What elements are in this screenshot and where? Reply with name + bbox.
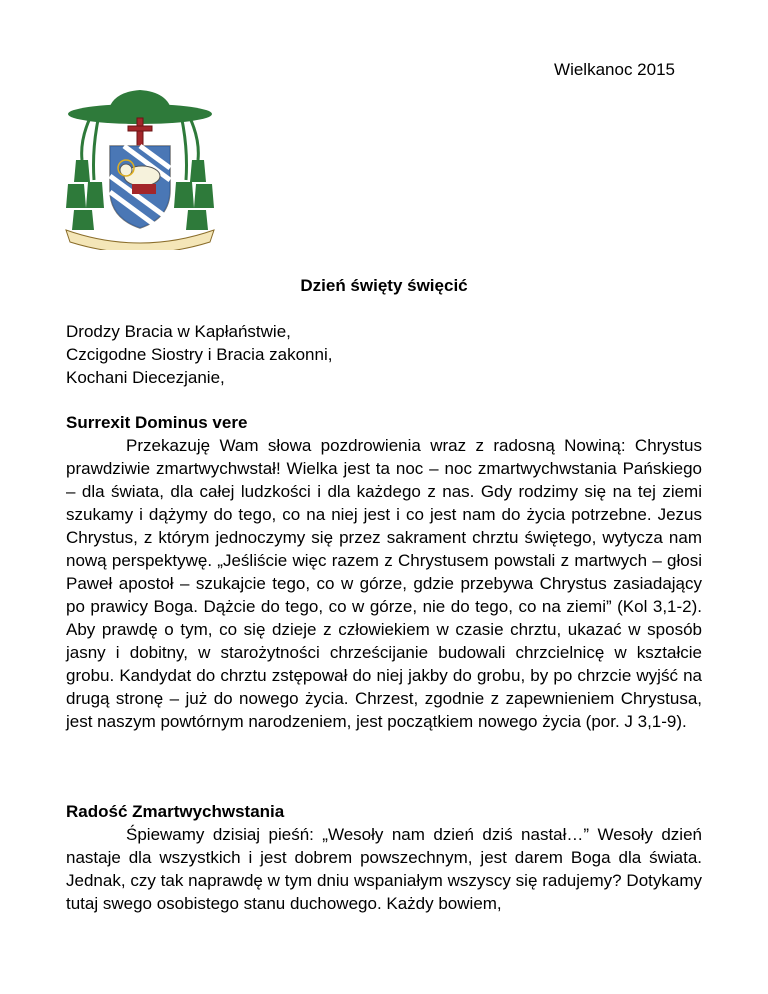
bishop-coat-of-arms <box>60 80 220 250</box>
section-heading: Surrexit Dominus vere <box>66 413 248 432</box>
section-heading: Radość Zmartwychwstania <box>66 802 285 821</box>
section-surrexit <box>66 411 702 733</box>
salutation-line: Kochani Diecezjanie, <box>66 368 225 387</box>
section-radosc <box>66 800 702 915</box>
salutation-line: Drodzy Bracia w Kapłaństwie, <box>66 322 291 341</box>
letter-date: Wielkanoc 2015 <box>554 60 675 79</box>
letter-title: Dzień święty święcić <box>300 276 468 295</box>
section-body: Śpiewamy dzisiaj pieśń: „Wesoły nam dzień dziś nastał…” Wesoły dzień nastaje dla wszystkich i jest dobrem powszechnym, jest darem Boga dla świata. Jednak, czy tak naprawdę w tym dniu wspaniałym wszyscy się radujemy? Dotykamy tutaj swego osobistego stanu duchowego. Każdy bowiem, <box>66 825 702 913</box>
salutation <box>66 320 332 389</box>
section-body: Przekazuję Wam słowa pozdrowienia wraz z radosną Nowiną: Chrystus prawdziwie zmartwychwstał! Wielka jest ta noc – noc zmartwychwstania Pańskiego – dla świata, dla całej ludzkości i dla każdego z nas. Gdy rodzimy się na tej ziemi szukamy i dążymy do tego, co na niej jest i co jest nam do życia potrzebne. Jezus Chrystus, z którym jednoczymy się przez sakrament chrztu świętego, wytycza nam nową perspektywę. „Jeśliście więc razem z Chrystusem powstali z martwych – głosi Paweł apostoł – szukajcie tego, co w górze, gdzie przebywa Chrystus zasiadający po prawicy Boga. Dążcie do tego, co w górze, nie do tego, co na ziemi” (Kol 3,1-2). Aby prawdę o tym, co się dzieje z człowiekiem w czasie chrztu, ukazać w sposób jasny i dobitny, w starożytności chrześcijanie budowali chrzcielnicę w kształcie grobu. Kandydat do chrztu zstępował do niej jakby do grobu, by po chrzcie wyjść na drugą stronę – już do nowego życia. Chrzest, zgodnie z zapewnieniem Chrystusa, jest naszym powtórnym narodzeniem, jest początkiem nowego życia (por. J 3,1-9). <box>66 436 702 731</box>
salutation-line: Czcigodne Siostry i Bracia zakonni, <box>66 345 333 364</box>
